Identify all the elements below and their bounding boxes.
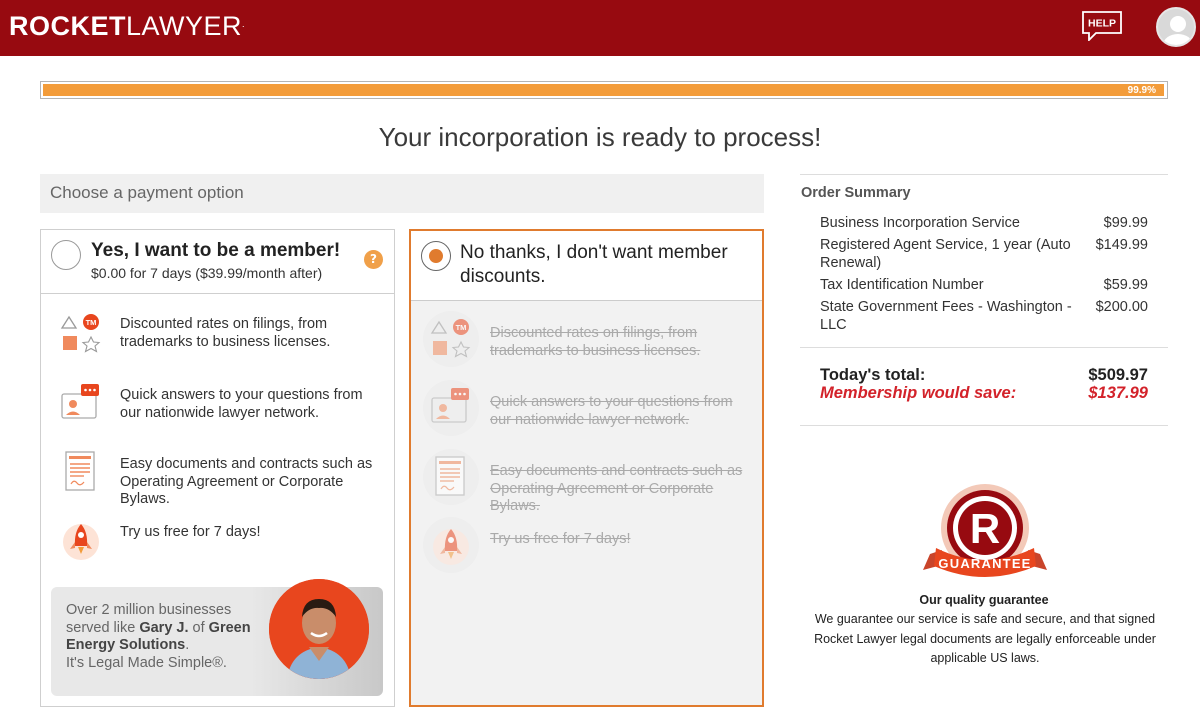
summary-divider: [800, 425, 1168, 426]
help-label: HELP: [1087, 17, 1117, 30]
nonmember-option-card[interactable]: [409, 229, 764, 707]
feature-text-struck: Discounted rates on filings, from trademarks to business licenses.: [490, 325, 701, 359]
order-line-item: [800, 276, 1168, 294]
member-option-title: Yes, I want to be a member!: [91, 240, 341, 261]
default-user-icon: [1158, 9, 1196, 47]
total-label: Today's total:: [820, 366, 926, 384]
feature-text: Quick answers to your questions from our nationwide lawyer network.: [120, 387, 363, 421]
testimonial-box: [51, 587, 383, 696]
line-item-price: $59.99: [1103, 277, 1148, 293]
lawyer-chat-icon: [59, 382, 103, 426]
progress-bar: [40, 81, 1168, 99]
line-item-price: $200.00: [1095, 299, 1148, 315]
rocket-icon: [423, 517, 479, 573]
testimonial-of: of: [188, 619, 209, 636]
logo-light-text: LAWYER: [126, 11, 243, 41]
line-item-name: Registered Agent Service, 1 year (Auto Renewal): [820, 237, 1071, 271]
help-question-icon[interactable]: ?: [364, 250, 383, 269]
member-option-price: $0.00 for 7 days ($39.99/month after): [91, 265, 323, 281]
logo-mark: .: [242, 19, 246, 29]
feature-text: Easy documents and contracts such as Operating Agreement or Corporate Bylaws.: [120, 456, 373, 507]
order-summary-title: Order Summary: [801, 185, 911, 201]
order-line-item: [800, 298, 1168, 334]
progress-label: 99.9%: [1127, 85, 1156, 96]
svg-text:TM: TM: [455, 323, 467, 332]
line-item-price: $99.99: [1103, 215, 1148, 231]
member-option-header[interactable]: [41, 230, 394, 294]
progress-fill: [43, 84, 1164, 96]
guarantee-banner-text: GUARANTEE: [938, 556, 1032, 571]
member-option-card[interactable]: [40, 229, 395, 707]
total-row: [820, 366, 1148, 385]
help-button[interactable]: [1082, 11, 1122, 41]
nonmember-option-header[interactable]: [411, 231, 762, 301]
choose-payment-heading: Choose a payment option: [40, 174, 764, 213]
guarantee-r-icon: [920, 482, 1050, 587]
order-line-item: [800, 236, 1168, 272]
rocket-icon: [59, 518, 103, 562]
rocket-lawyer-logo[interactable]: [9, 10, 245, 42]
membership-savings-value: $137.99: [1088, 384, 1148, 402]
feature-text: Try us free for 7 days!: [120, 524, 261, 540]
feature-text-struck: Easy documents and contracts such as Operating Agreement or Corporate Bylaws.: [490, 463, 743, 514]
order-line-items: [800, 214, 1168, 334]
guarantee-letter: R: [969, 505, 1001, 552]
user-avatar[interactable]: [1156, 7, 1196, 47]
feature-text-struck: Try us free for 7 days!: [490, 531, 631, 547]
document-icon: [423, 449, 479, 505]
nonmember-option-title: No thanks, I don't want member discounts.: [460, 242, 728, 287]
feature-text-struck: Quick answers to your questions from our nationwide lawyer network.: [490, 394, 733, 428]
savings-row: [820, 384, 1148, 403]
testimonial-name: Gary J.: [139, 619, 189, 636]
logo-bold-text: ROCKET: [9, 11, 126, 41]
line-item-name: Business Incorporation Service: [820, 215, 1020, 231]
feature-text: Discounted rates on filings, from trademarks to business licenses.: [120, 316, 331, 350]
line-item-name: State Government Fees - Washington - LLC: [820, 299, 1072, 333]
testimonial-intro: Over 2 million businesses served like: [66, 602, 232, 636]
membership-savings-label: Membership would save:: [820, 384, 1017, 402]
guarantee-title: Our quality guarantee: [919, 593, 1049, 607]
trademark-shapes-icon: [59, 312, 103, 356]
document-icon: [59, 450, 103, 494]
line-item-name: Tax Identification Number: [820, 277, 984, 293]
page-title: Your incorporation is ready to process!: [378, 122, 822, 152]
testimonial-text: [66, 602, 266, 672]
svg-text:TM: TM: [85, 318, 97, 327]
summary-divider: [800, 347, 1168, 348]
nonmember-radio-selected[interactable]: [421, 241, 451, 271]
order-line-item: [800, 214, 1168, 232]
help-bubble-icon: [1082, 11, 1122, 41]
total-value: $509.97: [1088, 366, 1148, 384]
trademark-shapes-icon: [423, 311, 479, 367]
testimonial-tagline: It's Legal Made Simple®.: [66, 654, 227, 671]
testimonial-company: Green Energy Solutions: [66, 619, 251, 653]
member-radio[interactable]: [51, 240, 81, 270]
guarantee-text: We guarantee our service is safe and secure, and that signed Rocket Lawyer legal documents are legally enforceable under applicable US laws.: [814, 612, 1156, 665]
top-header: [0, 0, 1200, 56]
guarantee-badge: [920, 482, 1050, 587]
lawyer-chat-icon: [423, 380, 479, 436]
line-item-price: $149.99: [1095, 237, 1148, 253]
order-summary: [800, 174, 1168, 338]
testimonial-period: .: [185, 637, 190, 653]
customer-photo: [269, 579, 369, 679]
